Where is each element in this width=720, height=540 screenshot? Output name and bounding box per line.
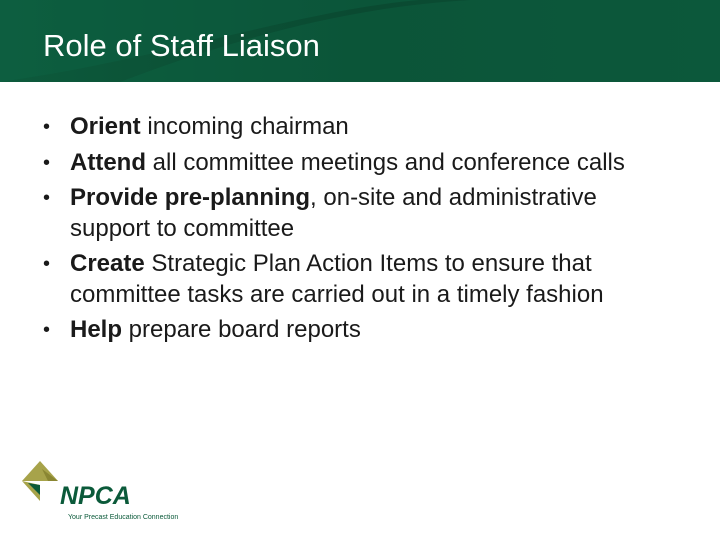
bullet-keyword: Help <box>70 316 123 343</box>
title-bar <box>0 0 720 82</box>
npca-logo <box>20 455 190 525</box>
bullet-keyword: Orient <box>70 113 141 140</box>
bullet-dot: • <box>43 187 51 209</box>
bullet-text: , on-site and administrative support to committee <box>70 184 597 242</box>
bullet-item <box>40 148 680 179</box>
bullet-keyword: Attend <box>70 148 146 176</box>
bullet-dot: • <box>43 253 51 275</box>
bullet-text: all committee meetings and conference calls <box>145 148 625 176</box>
bullet-text: incoming chairman <box>140 113 349 140</box>
bullet-dot: • <box>43 116 51 138</box>
slide-title: Role of Staff Liaison <box>43 28 320 63</box>
bullet-dot: • <box>43 319 51 341</box>
bullet-keyword: Provide pre-planning <box>70 184 311 211</box>
bullet-keyword: Create <box>70 250 145 277</box>
bullet-dot: • <box>43 151 51 174</box>
logo-tagline: Your Precast Education Connection <box>68 514 179 521</box>
bullet-list <box>40 112 680 351</box>
bullet-item <box>40 315 680 346</box>
bullet-item <box>40 183 680 244</box>
bullet-text: prepare board reports <box>122 316 361 343</box>
npca-logo-icon <box>22 461 58 501</box>
bullet-item <box>40 249 680 310</box>
bullet-item <box>40 112 680 143</box>
bullet-text: Strategic Plan Action Items to ensure that committee tasks are carried out in a timely fashion <box>70 250 604 308</box>
logo-wordmark: NPCA <box>60 482 131 510</box>
